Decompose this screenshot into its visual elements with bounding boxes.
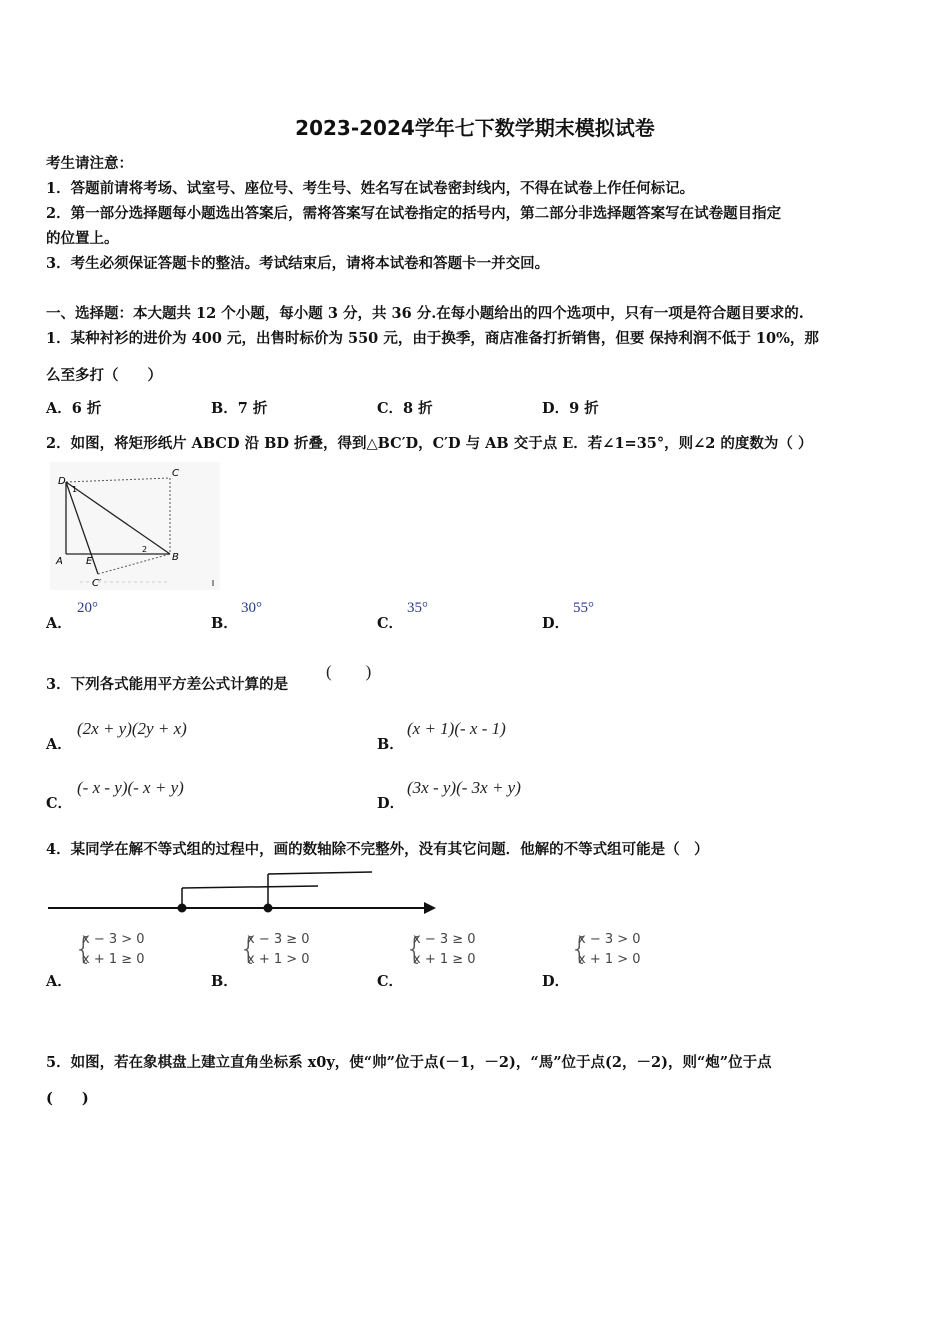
q3-option-c-expr: (- x - y)(- x + y) <box>77 778 184 797</box>
label-c: C <box>172 468 179 479</box>
q1-option-c: C．8 折 <box>377 400 433 417</box>
section-heading: 一、选择题：本大题共 12 个小题，每小题 3 分，共 36 分.在每小题给出的四个选项中，只有一项是符合题目要求的. <box>46 305 804 322</box>
notice-item: 2．第一部分选择题每小题选出答案后，需将答案写在试卷指定的括号内，第二部分非选择题答案写在试卷题目指定 <box>46 205 782 222</box>
q3-option-b-label: B． <box>377 736 404 753</box>
q3-option-a-expr: (2x + y)(2y + x) <box>77 719 187 738</box>
q1-stem: 1．某种衬衫的进价为 400 元，出售时标价为 550 元，由于换季，商店准备打折销售，但要 保持利润不低于 10%，那 <box>46 330 819 347</box>
q3-paren: ( ) <box>326 662 372 681</box>
q5-stem-cont: ( ) <box>46 1090 89 1107</box>
q2-option-b-label: B． <box>211 615 238 632</box>
q3-option-d-label: D． <box>377 795 405 812</box>
point-3 <box>264 904 273 913</box>
q2-option-d-value: 55° <box>573 600 594 616</box>
q2-option-d-label: D． <box>542 615 570 632</box>
q4-option-a-label: A． <box>46 973 72 990</box>
q2-option-c-value: 35° <box>407 600 428 616</box>
q1-option-a: A．6 折 <box>46 400 102 417</box>
point-minus-1 <box>178 904 187 913</box>
q4-option-b-label: B． <box>211 973 238 990</box>
page-title: 2023-2024学年七下数学期末模拟试卷 <box>295 116 655 140</box>
q4-stem: 4．某同学在解不等式组的过程中，画的数轴除不完整外，没有其它问题．他解的不等式组可能是（ ） <box>46 841 709 858</box>
label-c-prime: C′ <box>92 578 102 589</box>
q2-option-a-value: 20° <box>77 600 98 616</box>
q3-option-d-expr: (3x - y)(- 3x + y) <box>407 778 521 797</box>
q4-option-c-system: { x − 3 ≥ 0 x + 1 ≥ 0 <box>405 932 476 967</box>
q2-option-a-label: A． <box>46 615 72 632</box>
label-a: A <box>56 556 63 567</box>
q2-option-c-label: C． <box>377 615 404 632</box>
angle-1: 1 <box>72 485 78 494</box>
q4-option-b-system: { x − 3 ≥ 0 x + 1 > 0 <box>239 932 310 967</box>
q4-option-d-label: D． <box>542 973 570 990</box>
number-line <box>46 866 446 918</box>
q3-option-b-expr: (x + 1)(- x - 1) <box>407 719 506 738</box>
notice-item: 的位置上。 <box>46 230 119 247</box>
notice-heading: 考生请注意： <box>46 155 133 172</box>
q2-figure <box>50 462 220 590</box>
q2-stem: 2．如图，将矩形纸片 ABCD 沿 BD 折叠，得到△BC′D，C′D 与 AB 交于点 E．若∠1=35°，则∠2 的度数为（ ） <box>46 435 813 452</box>
q3-option-a-label: A． <box>46 736 72 753</box>
q1-option-b: B．7 折 <box>211 400 268 417</box>
q3-stem: 3．下列各式能用平方差公式计算的是 <box>46 676 289 693</box>
q2-option-b-value: 30° <box>241 600 262 616</box>
q4-option-d-system: { x − 3 > 0 x + 1 > 0 <box>570 932 641 967</box>
q3-option-c-label: C． <box>46 795 73 812</box>
label-d: D <box>58 476 66 487</box>
label-e: E <box>86 556 93 567</box>
q4-option-a-system: { x − 3 > 0 x + 1 ≥ 0 <box>74 932 145 967</box>
q5-stem: 5．如图，若在象棋盘上建立直角坐标系 x0y，使“帅”位于点(－1，－2)，“馬”位于点(2，－2)，则“炮”位于点 <box>46 1054 772 1071</box>
notice-item: 3．考生必须保证答题卡的整洁。考试结束后，请将本试卷和答题卡一并交回。 <box>46 255 550 272</box>
q4-option-c-label: C． <box>377 973 404 990</box>
q1-stem-cont: 么至多打（ ） <box>46 367 162 384</box>
label-b: B <box>172 552 179 563</box>
angle-2: 2 <box>142 545 148 554</box>
q1-option-d: D．9 折 <box>542 400 599 417</box>
notice-item: 1．答题前请将考场、试室号、座位号、考生号、姓名写在试卷密封线内，不得在试卷上作任何标记。 <box>46 180 695 197</box>
